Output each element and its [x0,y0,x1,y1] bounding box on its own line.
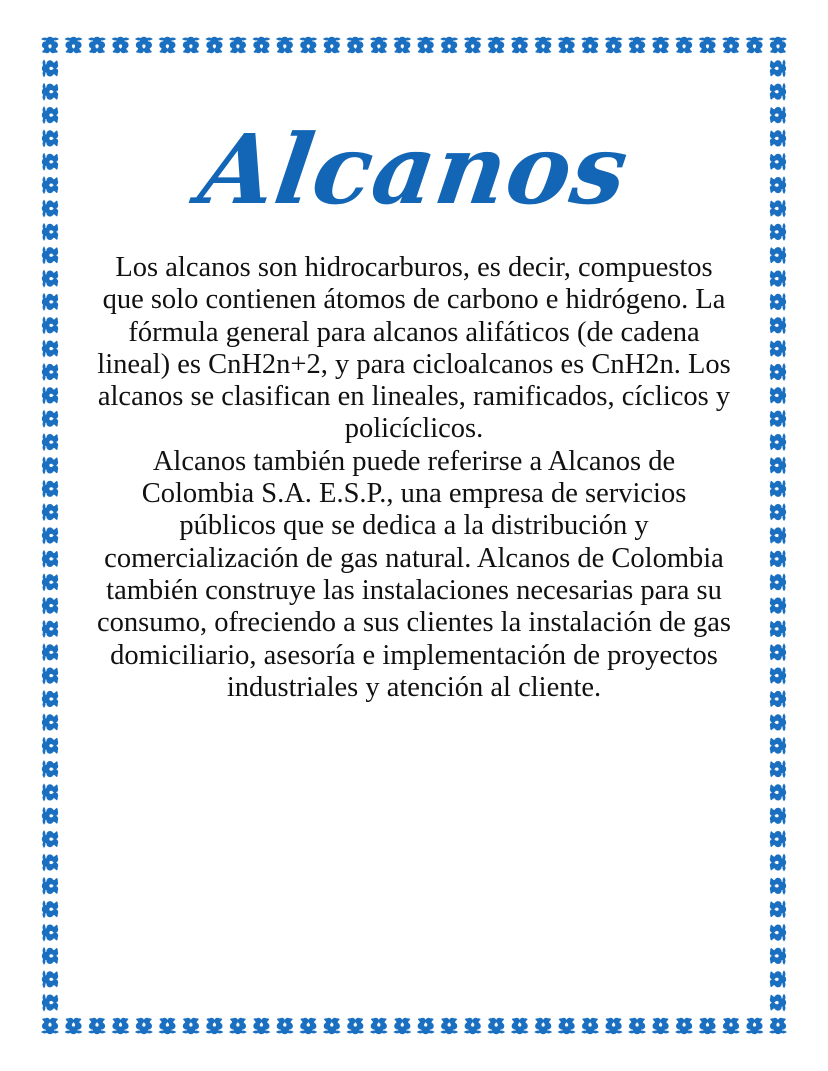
floral-border-motif [699,37,717,53]
floral-border-motif [770,994,786,1012]
floral-border-motif [770,410,786,428]
floral-border-motif [770,176,786,194]
floral-border-motif [323,37,341,53]
floral-border-motif [464,37,482,53]
floral-border-motif [770,340,786,358]
floral-border-motif [42,994,58,1012]
floral-border-motif [770,386,786,404]
floral-border-motif [299,1018,317,1034]
floral-border-motif [558,1018,576,1034]
page-title: Alcanos [192,113,636,226]
floral-border-motif [770,129,786,147]
floral-border-motif [42,573,58,591]
floral-border-motif [770,59,786,77]
floral-border-motif [770,550,786,568]
floral-border-motif [605,37,623,53]
floral-border-motif [42,737,58,755]
floral-border-motif [699,1018,717,1034]
floral-border-motif [770,877,786,895]
floral-border-motif [770,573,786,591]
floral-border-motif [65,1018,83,1034]
floral-border-motif [770,947,786,965]
floral-border-motif [770,153,786,171]
floral-border-motif [675,37,693,53]
floral-border-motif [770,713,786,731]
floral-border-motif [42,316,58,334]
paragraph-alcanos-company: Alcanos también puede referirse a Alcanos de Colombia S.A. E.S.P., una empresa de servicios públicos que se dedica a la distribución y comercialización de gas natural. Alcanos de Colombia también construye las instalaciones necesarias para su consumo, ofreciendo a sus clientes la instalación de gas domiciliario, asesoría e implementación de proyectos industriales y atención al cliente. [97,445,731,703]
floral-border-motif [42,410,58,428]
floral-border-motif [770,223,786,241]
body-text [95,252,733,704]
floral-border-motif [42,597,58,615]
floral-border-motif [42,59,58,77]
floral-border-motif [42,760,58,778]
floral-border-motif [487,1018,505,1034]
floral-border-motif [770,480,786,498]
floral-border-motif [770,970,786,988]
floral-border-motif [135,37,153,53]
floral-border-motif [42,176,58,194]
floral-border-motif [770,527,786,545]
floral-border-motif [42,620,58,638]
floral-border-motif [417,37,435,53]
floral-border-motif [42,106,58,124]
floral-border-motif [675,1018,693,1034]
floral-border-motif [323,1018,341,1034]
floral-border-motif [770,363,786,381]
floral-border-motif [746,1018,764,1034]
floral-border-motif [770,200,786,218]
floral-border-motif [65,37,83,53]
floral-border-motif [370,37,388,53]
floral-border-motif [42,690,58,708]
floral-border-motif [534,1018,552,1034]
floral-border-motif [558,37,576,53]
floral-border-motif [770,597,786,615]
floral-border-motif [652,37,670,53]
floral-border-motif [605,1018,623,1034]
floral-border-motif [770,83,786,101]
floral-border-motif [770,620,786,638]
floral-border-motif [135,1018,153,1034]
floral-border-motif [42,83,58,101]
floral-border-motif [205,37,223,53]
floral-border-motif [42,293,58,311]
floral-border-motif [252,1018,270,1034]
floral-border-motif [770,760,786,778]
floral-border-motif [581,37,599,53]
floral-border-motif [42,900,58,918]
floral-border-motif [112,1018,130,1034]
floral-border-motif [42,480,58,498]
floral-border-motif [511,1018,529,1034]
floral-border-motif [417,1018,435,1034]
floral-border-motif [652,1018,670,1034]
floral-border-motif [770,246,786,264]
floral-border-motif [42,643,58,661]
floral-border-motif [42,970,58,988]
floral-border-motif [41,37,59,53]
floral-border-motif [440,1018,458,1034]
floral-border-motif [440,37,458,53]
floral-border-motif [252,37,270,53]
floral-border-motif [41,1018,59,1034]
floral-border-motif [42,503,58,521]
floral-border-motif [770,830,786,848]
floral-border-motif [746,37,764,53]
floral-border-motif [42,550,58,568]
floral-border-motif [42,246,58,264]
floral-border-motif [722,37,740,53]
floral-border-motif [770,643,786,661]
floral-border-motif [534,37,552,53]
floral-border-motif [42,363,58,381]
floral-border-motif [770,690,786,708]
floral-border-motif [628,37,646,53]
floral-border-motif [276,1018,294,1034]
floral-border-motif [42,340,58,358]
floral-border-motif [770,270,786,288]
floral-border-motif [487,37,505,53]
floral-border-motif [42,830,58,848]
floral-border-motif [769,37,787,53]
floral-border-motif [511,37,529,53]
floral-border-motif [42,129,58,147]
floral-border-motif [42,877,58,895]
floral-border-motif [464,1018,482,1034]
main-content [95,110,733,704]
floral-border-motif [770,900,786,918]
floral-border-motif [205,1018,223,1034]
floral-border-motif [581,1018,599,1034]
floral-border-motif [182,37,200,53]
floral-border-motif [770,807,786,825]
floral-border-motif [182,1018,200,1034]
floral-border-motif [370,1018,388,1034]
floral-border-motif [42,270,58,288]
floral-border-motif [770,737,786,755]
floral-border-motif [393,37,411,53]
floral-border-motif [88,1018,106,1034]
floral-border-motif [770,667,786,685]
floral-border-motif [770,106,786,124]
floral-border-motif [42,807,58,825]
floral-border-motif [770,854,786,872]
floral-border-motif [42,456,58,474]
floral-border-motif [722,1018,740,1034]
floral-border-motif [346,37,364,53]
floral-border-motif [42,783,58,801]
floral-border-motif [770,503,786,521]
floral-border-motif [229,1018,247,1034]
floral-border-motif [276,37,294,53]
floral-border-motif [299,37,317,53]
floral-border-motif [42,854,58,872]
floral-border-motif [42,223,58,241]
floral-border-motif [42,386,58,404]
floral-border-motif [158,37,176,53]
floral-border-motif [42,527,58,545]
floral-border-motif [42,713,58,731]
floral-border-motif [42,153,58,171]
floral-border-motif [88,37,106,53]
floral-border-motif [628,1018,646,1034]
floral-border-motif [42,924,58,942]
floral-border-motif [770,433,786,451]
floral-border-motif [770,456,786,474]
floral-border-motif [112,37,130,53]
floral-border-motif [229,37,247,53]
floral-border-motif [42,200,58,218]
floral-border-motif [770,924,786,942]
floral-border-motif [769,1018,787,1034]
paragraph-alkanes-chemistry: Los alcanos son hidrocarburos, es decir, compuestos que solo contienen átomos de carbono e hidrógeno. La fórmula general para alcanos alifáticos (de cadena lineal) es CnH2n+2, y para cicloalcanos es CnH2n. Los alcanos se clasifican en lineales, ramificados, cíclicos y policíclicos. [97,252,731,445]
floral-border-motif [393,1018,411,1034]
floral-border-motif [770,783,786,801]
floral-border-motif [42,433,58,451]
floral-border-motif [158,1018,176,1034]
floral-border-motif [770,293,786,311]
floral-border-motif [770,316,786,334]
floral-border-motif [42,947,58,965]
floral-border-motif [346,1018,364,1034]
floral-border-motif [42,667,58,685]
